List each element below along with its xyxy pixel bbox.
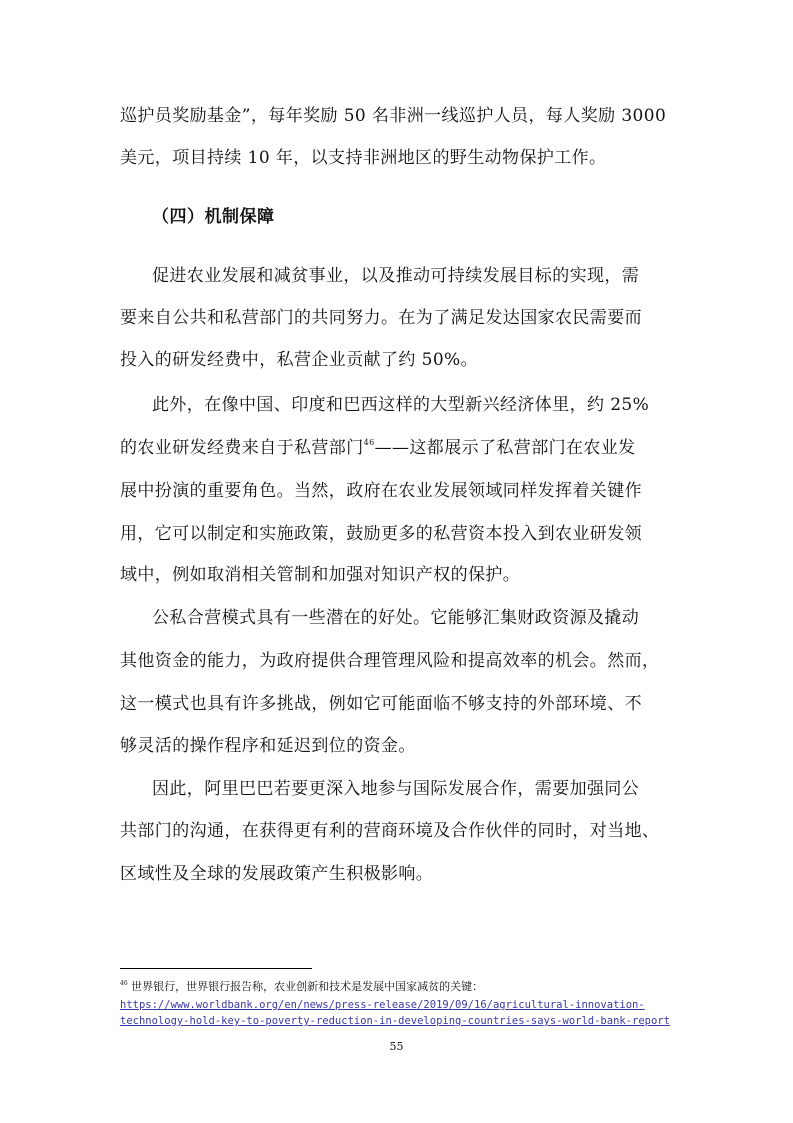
footnote-link[interactable]: technology-hold-key-to-poverty-reduction-in-developing-countries-says-world-bank-report — [120, 1015, 670, 1027]
paragraph-2-text: ——这都展示了私营部门在农业发 — [374, 438, 636, 458]
body-line: 巡护员奖励基金”，每年奖励 50 名非洲一线巡护人员，每人奖励 3000 — [120, 106, 667, 126]
footnote-text — [120, 980, 483, 994]
section-heading: （四）机制保障 — [152, 207, 275, 227]
paragraph-1-line: 促进农业发展和减贫事业，以及推动可持续发展目标的实现，需 — [152, 266, 640, 286]
paragraph-4-line: 共部门的沟通，在获得更有利的营商环境及合作伙伴的同时，对当地、 — [120, 821, 660, 841]
paragraph-2-line: 展中扮演的重要角色。当然，政府在农业发展领域同样发挥着关键作 — [120, 481, 642, 501]
footnote-number: 46 — [120, 980, 128, 987]
footnote-link[interactable]: https://www.worldbank.org/en/news/press-release/2019/09/16/agricultural-innovation- — [120, 999, 645, 1011]
paragraph-3-line: 其他资金的能力，为政府提供合理管理风险和提高效率的机会。然而， — [120, 651, 660, 671]
paragraph-1-line: 要来自公共和私营部门的共同努力。在为了满足发达国家农民需要而 — [120, 308, 642, 328]
paragraph-1-line: 投入的研发经费中，私营企业贡献了约 50%。 — [120, 350, 478, 370]
paragraph-4-line: 因此，阿里巴巴若要更深入地参与国际发展合作，需要加强同公 — [152, 779, 640, 799]
paragraph-3-line: 够灵活的操作程序和延迟到位的资金。 — [120, 736, 416, 756]
paragraph-4-line: 区域性及全球的发展政策产生积极影响。 — [120, 864, 434, 884]
paragraph-2-text: 的农业研发经费来自于私营部门 — [120, 438, 364, 458]
body-line: 美元，项目持续 10 年，以支持非洲地区的野生动物保护工作。 — [120, 148, 607, 168]
paragraph-3-line: 公私合营模式具有一些潜在的好处。它能够汇集财政资源及撬动 — [152, 608, 640, 628]
footnote-citation: 世界银行，世界银行报告称，农业创新和技术是发展中国家减贫的关键： — [127, 980, 484, 993]
paragraph-3-line: 这一模式也具有许多挑战，例如它可能面临不够支持的外部环境、不 — [120, 694, 642, 714]
paragraph-2-line — [120, 436, 636, 460]
paragraph-2-line: 用，它可以制定和实施政策，鼓励更多的私营资本投入到农业研发领 — [120, 524, 642, 544]
footnote-separator — [120, 968, 312, 969]
footnote-reference[interactable]: 46 — [363, 438, 375, 447]
paragraph-2-line: 域中，例如取消相关管制和加强对知识产权的保护。 — [120, 565, 521, 585]
page-number: 55 — [389, 1040, 404, 1053]
paragraph-2-line: 此外，在像中国、印度和巴西这样的大型新兴经济体里，约 25% — [152, 395, 650, 415]
